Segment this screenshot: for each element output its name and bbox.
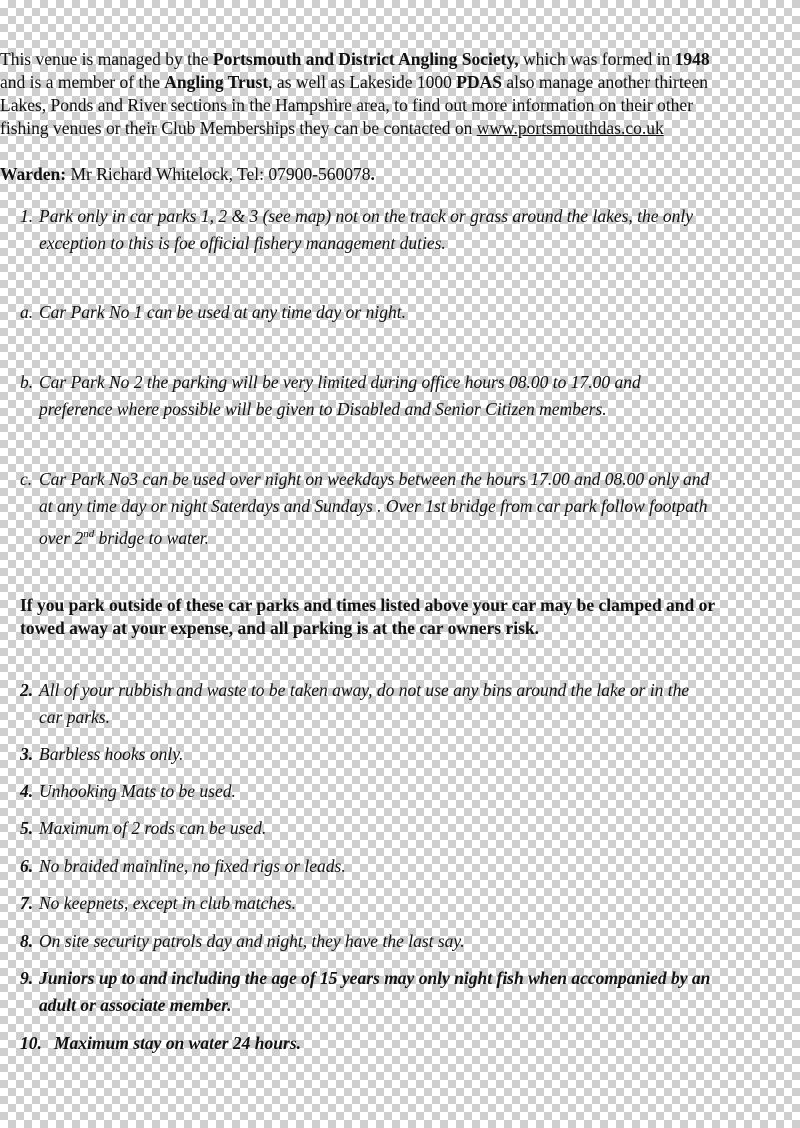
rule-number: 4. xyxy=(20,781,34,801)
rule-5 xyxy=(20,815,800,842)
angling-trust: Angling Trust xyxy=(164,72,269,92)
intro-line-4 xyxy=(0,117,800,140)
rule-10 xyxy=(20,1030,800,1057)
rule-text: preference where possible will be given to Disabled and Senior Citizen members. xyxy=(39,399,607,419)
warden-contact: Mr Richard Whitelock, Tel: 07900-560078 xyxy=(66,164,371,184)
warden-dot: . xyxy=(370,164,375,184)
rule-number: 8. xyxy=(20,931,34,951)
warden-line xyxy=(0,163,800,186)
rule-b xyxy=(20,369,800,423)
rule-number: 2. xyxy=(20,680,34,700)
rule-number: c. xyxy=(20,469,33,489)
rule-text: Maximum stay on water 24 hours. xyxy=(54,1033,301,1053)
rule-1 xyxy=(20,203,800,257)
rule-text: On site security patrols day and night, they have the last say. xyxy=(39,931,465,951)
intro-text: also manage another thirteen xyxy=(501,72,708,92)
rule-number: 3. xyxy=(20,744,34,764)
rule-number: b. xyxy=(20,372,34,392)
intro-text: which was formed in xyxy=(518,49,675,69)
warning-line-1: If you park outside of these car parks and times listed above your car may be clamped and or xyxy=(20,595,716,615)
intro-text: and is a member of the xyxy=(0,72,165,92)
warning-line-2: towed away at your expense, and all parking is at the car owners risk. xyxy=(20,618,540,638)
rule-text: Juniors up to and including the age of 15 years may only night fish when accompanied by an xyxy=(39,968,711,988)
rule-text: adult or associate member. xyxy=(39,995,232,1015)
rule-text: No keepnets, except in club matches. xyxy=(39,893,297,913)
rule-2 xyxy=(20,677,800,731)
rule-text: No braided mainline, no fixed rigs or leads. xyxy=(39,856,346,876)
intro-text: , as well as Lakeside 1000 xyxy=(268,72,457,92)
rule-number: 5. xyxy=(20,818,34,838)
intro-line-2 xyxy=(0,71,800,94)
rule-text-part: over 2 xyxy=(39,528,84,548)
rule-text: exception to this is foe official fishery management duties. xyxy=(39,233,446,253)
rule-6 xyxy=(20,853,800,880)
rule-number: 6. xyxy=(20,856,34,876)
intro-line-3: Lakes, Ponds and River sections in the Hampshire area, to find out more information on their other xyxy=(0,95,694,115)
website-link[interactable]: www.portsmouthdas.co.uk xyxy=(476,118,664,138)
rule-number: 7. xyxy=(20,893,34,913)
rule-text: Unhooking Mats to be used. xyxy=(39,781,236,801)
founded-year: 1948 xyxy=(674,49,710,69)
society-name: Portsmouth and District Angling Society, xyxy=(212,49,519,69)
rule-number: 9. xyxy=(20,968,34,988)
rule-text: Barbless hooks only. xyxy=(39,744,184,764)
rule-text: Car Park No 2 the parking will be very limited during office hours 08.00 to 17.00 and xyxy=(39,372,641,392)
rule-number: 1. xyxy=(20,206,34,226)
rule-a xyxy=(20,299,800,326)
rule-text: Maximum of 2 rods can be used. xyxy=(39,818,267,838)
rule-c xyxy=(20,466,800,552)
rule-text-part: bridge to water. xyxy=(94,528,209,548)
rule-text: Car Park No 1 can be used at any time day or night. xyxy=(39,302,406,322)
rule-8 xyxy=(20,928,800,955)
intro-text: fishing venues or their Club Memberships they can be contacted on xyxy=(0,118,477,138)
rule-9 xyxy=(20,965,800,1019)
rule-4 xyxy=(20,778,800,805)
ordinal-suffix: nd xyxy=(83,528,95,541)
warden-label: Warden: xyxy=(0,164,67,184)
intro-text: This venue is managed by the xyxy=(0,49,213,69)
rule-text: at any time day or night Saterdays and Sundays . Over 1st bridge from car park follow footpath xyxy=(39,496,708,516)
rule-text: Car Park No3 can be used over night on weekdays between the hours 17.00 and 08.00 only and xyxy=(39,469,710,489)
rule-text: Park only in car parks 1, 2 & 3 (see map) not on the track or grass around the lakes, the only xyxy=(39,206,694,226)
rule-number: a. xyxy=(20,302,34,322)
intro-line-1 xyxy=(0,48,800,71)
rule-text: car parks. xyxy=(39,707,110,727)
rule-7 xyxy=(20,890,800,917)
rule-text xyxy=(20,525,800,552)
rule-text: All of your rubbish and waste to be taken away, do not use any bins around the lake or in the xyxy=(39,680,690,700)
pdas: PDAS xyxy=(456,72,502,92)
rule-3 xyxy=(20,741,800,768)
rule-number: 10. xyxy=(20,1033,42,1053)
